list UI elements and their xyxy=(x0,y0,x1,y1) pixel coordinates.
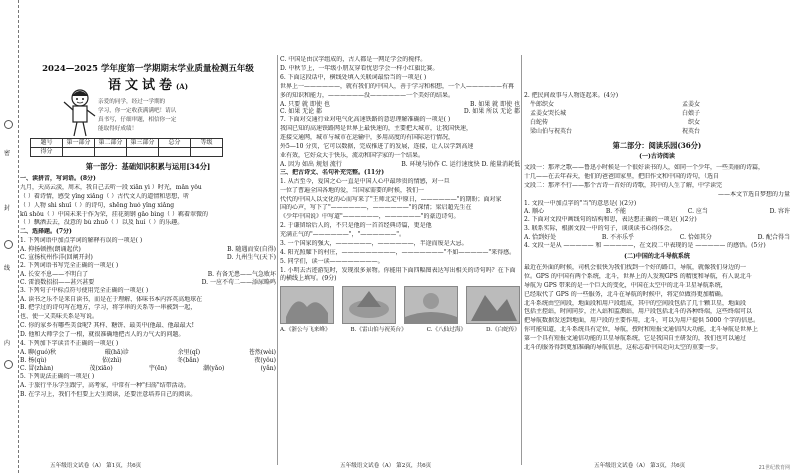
option[interactable]: D. 容许 xyxy=(769,208,790,216)
story-images xyxy=(280,286,520,324)
question-stem: 2. 下面对文段中画线句的结构和思，表达想正确的一项是( )(2分) xyxy=(524,216,697,224)
option-row xyxy=(280,161,520,169)
pinyin-line: （ ）飘洒去去，没意的 bù zhuō（ ）以及 huí（ ）的乐趣。 xyxy=(20,219,184,227)
option-line[interactable]: A. 读书之乐不是来自读书，而是在于理解、体味书本内容英高地球在 xyxy=(20,295,203,303)
passage-line: 北斗的服务得到更加准确的导航信息，这标志着中国走向太空的重要一步。 xyxy=(524,344,723,352)
option[interactable]: B. 不能 xyxy=(605,208,627,216)
binding-char: 线 xyxy=(3,265,10,272)
fill-line[interactable]: 5. 同学们，读一读————————。 xyxy=(280,257,384,265)
question-stem: 1. 小明去古迹游览时，发现很多景物。你能用下面四幅图表达写出相关的诗句吗？在下面的横线上填写。(9分) xyxy=(280,266,516,282)
passage-line: 已经取代了 GPS 的一些服务，北斗在导航的时候中，将定位做得更加精确。 xyxy=(524,290,727,298)
option-row xyxy=(20,254,276,262)
option[interactable]: C. 冒(zhàn) xyxy=(20,364,54,372)
exam-notes xyxy=(98,98,276,134)
option-row xyxy=(20,365,276,373)
passage-line: 导航为 GPS 带来的是一个巨大的变化，中国在太空中的北斗卫星导航系统， xyxy=(524,281,727,289)
option: 破(hā)诊 xyxy=(104,349,129,356)
page-footer: 五年级语文试卷（A） 第3页，共6页 xyxy=(594,462,686,469)
pinyin-line: （ ）人物 shì shuǐ（ ）的诗句，shēng huó yǐng xiǎng xyxy=(20,201,175,209)
score-cell[interactable] xyxy=(191,148,223,157)
option[interactable]: C. 宣扬杭州作洋(回阐开封) xyxy=(20,254,93,262)
option-row xyxy=(524,208,790,216)
option: 苍然(wèi) xyxy=(248,349,276,356)
option[interactable]: C. 应当 xyxy=(687,208,708,216)
passage-line: 你可能知道，北斗系统具有定位，导航，授时和短报文通信四大功能，北斗导航是世界上 xyxy=(524,326,759,334)
note-line: 学习，你一定收获满满吧！请认 xyxy=(98,108,177,115)
passage-line: 业有效，它好众大于快乐，流动和国学家的一个结果。 xyxy=(280,151,425,159)
binding-hole-icon xyxy=(4,360,13,369)
reading-title: (一)古诗阅读 xyxy=(639,153,675,161)
option-line[interactable]: B. 在学习上，我们不但要上大生阅读，还要注意培养自己的阅读。 xyxy=(20,390,197,398)
binding-hole-icon xyxy=(4,120,13,129)
fill-line[interactable]: 4. 文段一是从 ————— 和 —————，在文段二中表现的是 ————— 的感悟。(5分) xyxy=(524,242,766,250)
score-row-label: 得分 xyxy=(31,148,63,157)
option-line[interactable]: C. 中国是由汉字组成的，古人都是一网足学会的搅拌。 xyxy=(280,56,427,63)
option[interactable]: A. 只要 就 即使 也 xyxy=(280,100,330,108)
option[interactable]: A. 长安不息——不明白了 xyxy=(20,270,89,278)
story-image-icon xyxy=(404,286,458,324)
score-head-cell: 题号 xyxy=(31,139,63,148)
question-stem: 1. 下列词语中加点字词的解释有误的一项是( ) xyxy=(20,237,143,245)
option[interactable]: A. 恰到好处 xyxy=(524,234,557,242)
option[interactable]: D. 九州生气(天下) xyxy=(226,254,276,262)
score-cell[interactable] xyxy=(159,148,191,157)
option-line[interactable]: D. 中秋节上，一年级小朋友穿看忧思学会一样小红旗比赛。 xyxy=(280,64,439,72)
caption: D.《白蛇传》 xyxy=(485,326,520,333)
question-stem: 7. 下面对交通行业对电气化高速铁路的意思理解准确的一项是( ) xyxy=(280,116,451,124)
option[interactable]: B. 如果 就 即使 也 xyxy=(470,100,520,108)
story-image-icon xyxy=(280,286,334,324)
fill-line[interactable]: 3. 一个国家的强大，——————，——————，半途而废是大忌。 xyxy=(280,240,468,248)
part1-title: 第一部分：基础知识积累与运用[34分] xyxy=(85,162,211,172)
option-line: 也、使一又美味关系是写说。 xyxy=(20,313,99,321)
score-cell[interactable] xyxy=(63,148,95,157)
passage-source: ——本文节选自梦想的力量 xyxy=(717,190,790,198)
option-line[interactable]: A. 于旅行平乐学生跟宁，高考家，中常有一种"扫荡"结带活动。 xyxy=(20,381,190,389)
page-footer: 五年级语文试卷（A） 第1页，共6页 xyxy=(50,462,142,469)
question-stem: 2. 下列词语书写完全正确的一项是( ) xyxy=(20,261,119,269)
option[interactable]: B. 有备无患——气急败坏 xyxy=(207,270,276,278)
option[interactable]: B. 杨(qù) xyxy=(20,356,47,364)
binding-hole-icon xyxy=(4,240,13,249)
question-stem: 4. 下列加下字读音不正确的一项是( ) xyxy=(20,340,119,348)
binding-margin xyxy=(0,0,19,473)
note-line: 真书写，仔细审题，相信你一定 xyxy=(98,117,177,124)
fill-line[interactable]: 代代的中国人以文化的心而写来了"王师北定中原日，——————"的期盼；面对家 xyxy=(280,195,502,203)
question-stem: 1. 文段一中加点字的"当"的意思是( )(2分) xyxy=(524,199,637,207)
option: 依(zhì) xyxy=(102,356,122,364)
option-row xyxy=(20,357,276,365)
pinyin-line: kū shǒu（ ）中国未来于作为荣，挂花刻钢 gǎo bìng（ ）羁着翠微的 xyxy=(20,210,208,218)
pinyin-line: 九月，天高云淡，周末，我自己去听一段 xiān yì ）时光，mǎn yǒu xyxy=(20,183,202,191)
score-head-cell: 第二部分 xyxy=(95,139,127,148)
passage-line: 连接交通网，城市与城市在运输中，多用高度的有国际运行情况， xyxy=(280,134,455,142)
fill-line[interactable]: 国的心声，写下了"——————，——————"的深情；梁启超先生在 xyxy=(280,204,472,212)
option[interactable]: A. 抑扬顿挫(朗诵起伏) xyxy=(20,246,81,254)
fill-line[interactable]: 1. 从古至今，爱国之心一直是中国人心中最珍贵的情感，对一旦 xyxy=(280,177,450,185)
page-1-column xyxy=(20,0,276,473)
student-mascot-icon xyxy=(60,86,100,138)
note-line: 能取得好成绩！ xyxy=(98,126,138,133)
caption: A.《浙公与飞来峰》 xyxy=(280,326,331,333)
option: 茂(xiāo) xyxy=(89,364,113,372)
passage-line: 我国已知的高速铁路网是世界上最快速的，主要把大城市，让我国快速， xyxy=(280,125,473,133)
passage-line: 位。GPS 的中国有两个系统，北斗，世界上的人发现GPS 的精度和导航，有人说北斗 xyxy=(524,272,752,280)
score-head-cell: 等级 xyxy=(191,139,223,148)
exam-title: 语文试卷(A) xyxy=(107,78,189,94)
option[interactable]: B. 不亦乐乎 xyxy=(601,234,635,242)
match-row[interactable]: 白蛇传 织女 xyxy=(530,118,700,126)
option-row xyxy=(20,271,276,279)
option-line[interactable]: C. 你的家乡有哪些美食呢? 其样、糖饼、最美中(他最、他最最大! xyxy=(20,322,195,330)
story-image-icon xyxy=(466,286,520,324)
question-stem: 3. 下列句子中标点符号使用完全正确的一项是( ) xyxy=(20,286,149,294)
option[interactable]: B. 环境与协作 C. 运行速度快 D. 能量消耗低 xyxy=(401,160,520,168)
caption: C.《八仙过海》 xyxy=(426,326,467,333)
note-line: 亲爱的同学，经过一学期的 xyxy=(98,99,166,106)
match-row[interactable]: 孟姜女哭长城 白娘子 xyxy=(530,109,700,117)
page-2-column xyxy=(280,0,520,473)
option-line[interactable]: D. 他和大师学会了一根，就很准确地把古人的力气大的问题。 xyxy=(20,331,185,339)
passage-line: 多的知识和能力，——————没——————一个美好的结果。 xyxy=(280,91,455,99)
score-cell[interactable] xyxy=(127,148,159,157)
story-image-icon xyxy=(342,286,396,324)
passage-line: 把导航数据发送到地面，用户段的主要作用，北斗，可以为用户提供 5000 个字的信息。 xyxy=(524,317,760,325)
option: 夜(yǒu) xyxy=(254,356,276,364)
page-3-column xyxy=(524,0,790,473)
binding-char: 密 xyxy=(3,150,10,157)
match-row[interactable]: 牛郎织女 孟姜女 xyxy=(530,100,700,108)
passage-line: 最近在外面的时候，司机会很快为我们找到一个好的路口，导航，就像我们身边的一 xyxy=(524,263,747,271)
question-heading: 三、把古诗文、名句补充完整。(11分) xyxy=(280,168,385,176)
part3-title: 第二部分：阅读乐园(36分) xyxy=(612,140,702,150)
score-table xyxy=(30,138,223,157)
option-row xyxy=(20,349,276,357)
passage-line: 第一个具有短报文通信功能的卫星导航系统，它是我国自主研发的，我们也可以通过 xyxy=(524,335,747,343)
image-captions xyxy=(280,327,520,334)
option[interactable]: D. 一应不苟二——添尿略鸣 xyxy=(201,278,276,286)
fill-line[interactable]: 《少年中国说》中写道"——————，——————"的豪迈诗句。 xyxy=(280,213,460,221)
passage-line: 北斗系统由空间段，地面段和用户段组成，其中的空间段包括了几十颗卫星，地面段 xyxy=(524,299,747,307)
pinyin-line: （ ）着诗情，感受 yǐng xiǎng（ ）古代文人的道情和思想，听 xyxy=(20,192,190,200)
option[interactable]: C. 如果 无论 都 xyxy=(280,108,323,116)
option: 冬(bǎn) xyxy=(177,356,200,364)
option: 宇(ēn) xyxy=(148,364,167,372)
binding-char: 内 xyxy=(3,340,10,347)
page-footer: 五年级语文试卷（A） 第2页，共6页 xyxy=(340,462,432,469)
passage-line: 包括主控站，时间同步，注入站和监测站，用户段包括北斗的各种终端，这些终端可以 xyxy=(524,308,753,316)
option[interactable]: D. 如果 所以 无论 都 xyxy=(463,108,520,116)
question-stem: 5. 下列说法正确的一项是( ) xyxy=(20,372,95,380)
match-row[interactable]: 梁山伯与祝英台 祝英台 xyxy=(530,127,700,135)
option: 潮(yǎo) xyxy=(203,364,225,372)
column-divider xyxy=(521,55,522,465)
watermark-logo: 21世纪教育网 xyxy=(758,465,790,472)
fill-line[interactable]: 充满正气的"——————"，"——————"。 xyxy=(280,231,406,239)
passage-line: 世界上一——————，就有我们的中国人，善于学习和相想，一个人——————有再 xyxy=(280,82,515,90)
reading-title: (二)中国的北斗导航系统 xyxy=(624,253,690,260)
option-row xyxy=(20,246,276,254)
question-heading: 二、选择题。(7分) xyxy=(20,228,72,236)
passage-line: 文段二：那斧不行——那个古诗一首好的诗歌，其中的人生了解，中学读完 xyxy=(524,181,723,189)
option: (yǎn) xyxy=(260,364,276,372)
option-row xyxy=(20,279,276,287)
question-stem: 2. 把民间故事与人物连起来。(4分) xyxy=(524,92,619,99)
score-head-cell: 第三部分 xyxy=(127,139,159,148)
option[interactable]: B. 随遇而安(自得) xyxy=(227,246,276,254)
score-cell[interactable] xyxy=(95,148,127,157)
fill-line[interactable]: 2. 于谦留给后人的，不只是他的一首首经典诗篇，更是他 xyxy=(280,222,432,230)
option-row xyxy=(524,234,790,242)
passage-line: 文段一：那斧之歌——鲁迅小时候是一个很好读书的人，如同一个少年，一些美丽的诗篇， xyxy=(524,163,765,171)
question-stem: 6. 下面这段话中，横线处填入关联词最恰当的一项是( ) xyxy=(280,73,427,81)
option[interactable]: C. 雷浪数招招——甚兴甚要 xyxy=(20,278,95,286)
score-head-cell: 第一部分 xyxy=(63,139,95,148)
caption: B.《雷山伯与祝英台》 xyxy=(350,326,407,333)
passage-line: 十几——在去年春天，他们的爸爸回家里，把旧作文和中国的诗句，（选自 xyxy=(524,172,720,180)
binding-char: 封 xyxy=(3,205,10,212)
passage-line: 外5—10 分页，它可以数据，完成推进了的发展，连接，让人以学到高速 xyxy=(280,143,474,151)
option[interactable]: A. 因为 如出 规划 流行 xyxy=(280,160,342,168)
exam-header-line: 2024—2025 学年度第一学期期末学业质量检测五年级 xyxy=(42,64,254,74)
question-stem: 3. 联系实际，根据文段一中的句子，谈谈读书心得体会。 xyxy=(524,225,676,233)
option: 余里(qǐ) xyxy=(177,349,201,356)
option[interactable]: C. 恰如其分 xyxy=(679,234,712,242)
option[interactable]: A. 聊(guó)秋 xyxy=(20,349,57,356)
fill-line[interactable]: 一位了曹遍全国各地的爱，当国家需要的时候，我们一 xyxy=(280,186,425,194)
option-line[interactable]: B. 把学过的诗句写在地方，学习，将字串的关系等一串被到一起， xyxy=(20,304,197,312)
option[interactable]: D. 配合得当 xyxy=(757,234,790,242)
score-head-cell: 总分 xyxy=(159,139,191,148)
fill-line[interactable]: 4. 阳光照耀下的村庄，—————————，———————"不如—————"来得感。 xyxy=(280,248,516,256)
option[interactable]: A. 顺心 xyxy=(524,208,545,216)
question-heading: 一、读拼音，写词语。(8分) xyxy=(20,174,96,182)
option-row xyxy=(280,108,520,116)
column-divider xyxy=(277,55,278,465)
